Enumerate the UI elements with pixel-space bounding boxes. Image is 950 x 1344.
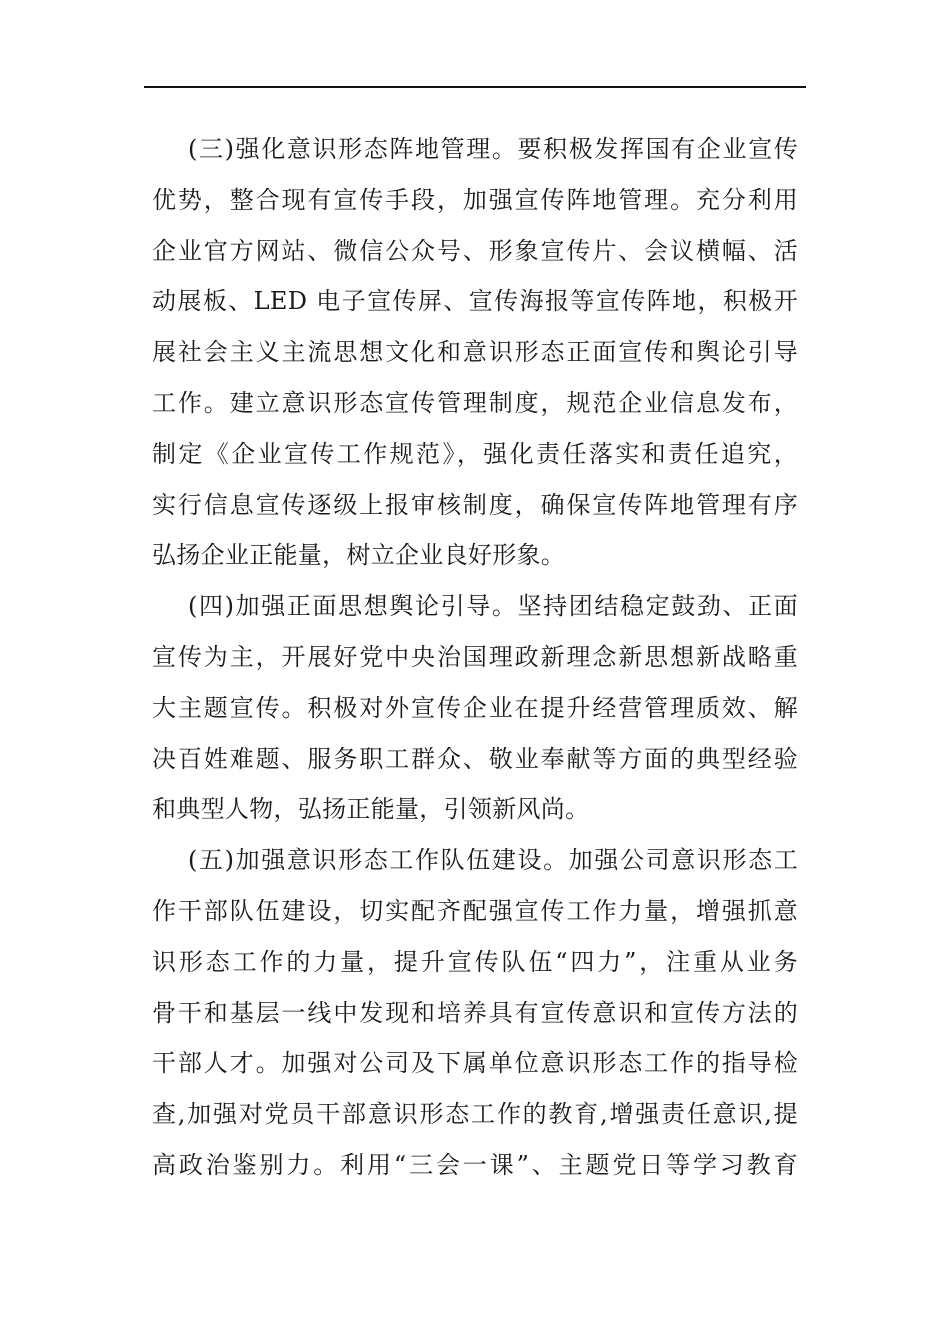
paragraph-4 <box>152 581 798 835</box>
text-line: 制定《企业宣传工作规范》，强化责任落实和责任追究， <box>152 439 798 468</box>
text-line: 干部人才。加强对公司及下属单位意识形态工作的指导检 <box>152 1049 798 1078</box>
text-line: 弘扬企业正能量，树立企业良好形象。 <box>152 541 566 570</box>
text-line: 宣传为主，开展好党中央治国理政新理念新思想新战略重 <box>152 642 798 671</box>
text-line: 和典型人物，弘扬正能量，引领新风尚。 <box>152 795 590 824</box>
text-line: 高政治鉴别力。利用“三会一课”、主题党日等学习教育 <box>152 1150 798 1179</box>
text-line: 展社会主义主流思想文化和意识形态正面宣传和舆论引导 <box>152 338 798 367</box>
text-line: 工作。建立意识形态宣传管理制度，规范企业信息发布， <box>152 388 798 417</box>
text-line: 骨干和基层一线中发现和培养具有宣传意识和宣传方法的 <box>152 998 798 1027</box>
text-line: 查,加强对党员干部意识形态工作的教育,增强责任意识,提 <box>152 1100 798 1129</box>
text-line: 作干部队伍建设，切实配齐配强宣传工作力量，增强抓意 <box>152 896 798 925</box>
paragraph-3 <box>152 124 798 581</box>
text-line: 实行信息宣传逐级上报审核制度，确保宣传阵地管理有序 <box>152 490 798 519</box>
text-line: 优势，整合现有宣传手段，加强宣传阵地管理。充分利用 <box>152 185 798 214</box>
paragraph-5 <box>152 835 798 1191</box>
text-line: 大主题宣传。积极对外宣传企业在提升经营管理质效、解 <box>152 693 798 722</box>
text-line: 识形态工作的力量，提升宣传队伍“四力”，注重从业务 <box>152 947 798 976</box>
text-line: (三)强化意识形态阵地管理。要积极发挥国有企业宣传 <box>188 135 798 163</box>
text-line: (五)加强意识形态工作队伍建设。加强公司意识形态工 <box>188 846 798 875</box>
text-line: (四)加强正面思想舆论引导。坚持团结稳定鼓劲、正面 <box>188 592 798 621</box>
text-line: 决百姓难题、服务职工群众、敬业奉献等方面的典型经验 <box>152 744 798 773</box>
text-line: 动展板、LED 电子宣传屏、宣传海报等宣传阵地，积极开 <box>152 287 798 316</box>
header-rule <box>144 86 806 88</box>
text-line: 企业官方网站、微信公众号、形象宣传片、会议横幅、活 <box>152 236 798 265</box>
body-text <box>152 124 798 1191</box>
